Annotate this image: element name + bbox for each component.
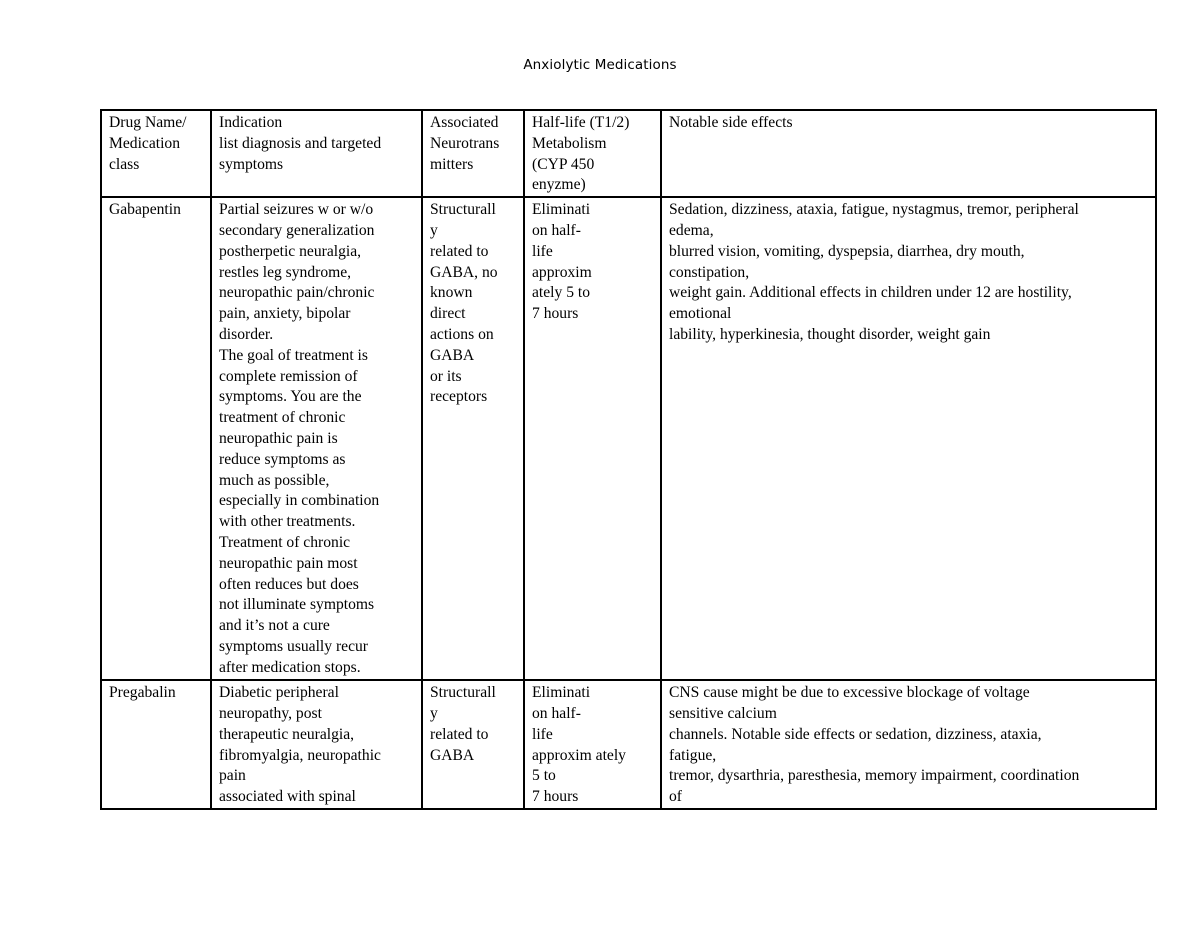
header-side-effects	[661, 110, 1156, 197]
cell-line: symptoms. You are the	[219, 388, 362, 406]
cell-line: of	[669, 788, 682, 806]
cell-line: Neurotrans	[430, 134, 500, 152]
cell-line: ately 5 to	[532, 284, 591, 302]
cell-line: Medication	[109, 134, 181, 152]
header-drug-name	[101, 110, 211, 197]
cell-line: secondary generalization	[219, 221, 375, 239]
cell-line: GABA	[430, 746, 475, 764]
page-title: Anxiolytic Medications	[523, 57, 677, 73]
cell-indication	[211, 680, 422, 809]
cell-line: 5 to	[532, 767, 556, 785]
cell-line: symptoms usually recur	[219, 637, 368, 655]
cell-line: lability, hyperkinesia, thought disorder, weight gain	[669, 325, 991, 343]
cell-line: pain	[219, 767, 246, 785]
cell-line: Treatment of chronic	[219, 533, 351, 551]
cell-line: constipation,	[669, 263, 750, 281]
cell-line: edema,	[669, 221, 714, 239]
cell-line: CNS cause might be due to excessive blockage of voltage	[669, 684, 1030, 702]
cell-line: emotional	[669, 305, 732, 323]
cell-line: channels. Notable side effects or sedation, dizziness, ataxia,	[669, 725, 1042, 743]
cell-line: tremor, dysarthria, paresthesia, memory impairment, coordination	[669, 767, 1080, 785]
cell-line: life	[532, 725, 553, 743]
cell-drug-name	[101, 197, 211, 680]
medication-table	[100, 109, 1157, 810]
cell-line: disorder.	[219, 325, 274, 343]
cell-line: therapeutic neuralgia,	[219, 725, 355, 743]
cell-line: fatigue,	[669, 746, 717, 764]
table-row	[101, 680, 1156, 809]
cell-line: Associated	[430, 114, 499, 131]
cell-line: y	[430, 704, 438, 722]
cell-line: receptors	[430, 388, 488, 406]
cell-line: GABA, no	[430, 263, 498, 281]
cell-line: weight gain. Additional effects in children under 12 are hostility,	[669, 284, 1072, 302]
cell-neurotransmitters	[422, 197, 524, 680]
cell-drug-name	[101, 680, 211, 809]
cell-line: sensitive calcium	[669, 704, 777, 722]
cell-line: complete remission of	[219, 367, 358, 385]
cell-line: actions on	[430, 325, 494, 343]
cell-line: treatment of chronic	[219, 409, 346, 427]
cell-line: mitters	[430, 155, 474, 173]
cell-line: not illuminate symptoms	[219, 596, 375, 614]
cell-line: Diabetic peripheral	[219, 684, 339, 702]
cell-side-effects	[661, 680, 1156, 809]
cell-line: Structurall	[430, 201, 496, 219]
cell-line: neuropathic pain is	[219, 429, 338, 447]
cell-line: GABA	[430, 346, 475, 364]
cell-line: Eliminati	[532, 201, 591, 219]
cell-line: Eliminati	[532, 684, 591, 702]
cell-line: The goal of treatment is	[219, 346, 368, 364]
header-neurotransmitters	[422, 110, 524, 197]
cell-line: on half-	[532, 221, 581, 239]
cell-line: postherpetic neuralgia,	[219, 242, 362, 260]
cell-line: Half-life (T1/2)	[532, 114, 630, 131]
cell-line: Metabolism	[532, 134, 607, 152]
cell-line: enyzme)	[532, 176, 586, 194]
cell-line: class	[109, 155, 140, 173]
cell-line: on half-	[532, 704, 581, 722]
cell-indication	[211, 197, 422, 680]
cell-side-effects	[661, 197, 1156, 680]
cell-line: associated with spinal	[219, 788, 356, 806]
cell-line: Partial seizures w or w/o	[219, 201, 374, 219]
cell-line: approxim	[532, 263, 592, 281]
table-row	[101, 197, 1156, 680]
cell-line: related to	[430, 242, 489, 260]
cell-line: restles leg syndrome,	[219, 263, 352, 281]
cell-line: blurred vision, vomiting, dyspepsia, diarrhea, dry mouth,	[669, 242, 1025, 260]
cell-line: Indication	[219, 114, 283, 131]
cell-line: (CYP 450	[532, 155, 595, 173]
cell-half-life	[524, 680, 661, 809]
cell-line: or its	[430, 367, 462, 385]
cell-line: 7 hours	[532, 305, 579, 323]
cell-line: neuropathic pain most	[219, 554, 358, 572]
cell-half-life	[524, 197, 661, 680]
cell-line: direct	[430, 305, 466, 323]
cell-line: especially in combination	[219, 492, 380, 510]
cell-line: 7 hours	[532, 788, 579, 806]
cell-line: with other treatments.	[219, 513, 356, 531]
cell-line: Pregabalin	[109, 684, 176, 702]
cell-line: and it’s not a cure	[219, 617, 330, 635]
header-indication	[211, 110, 422, 197]
cell-line: related to	[430, 725, 489, 743]
cell-line: approxim ately	[532, 746, 626, 764]
cell-line: Gabapentin	[109, 201, 181, 219]
cell-line: often reduces but does	[219, 575, 359, 593]
cell-line: life	[532, 242, 553, 260]
table-header-row	[101, 110, 1156, 197]
cell-line: much as possible,	[219, 471, 330, 489]
cell-line: symptoms	[219, 155, 284, 173]
cell-line: list diagnosis and targeted	[219, 134, 382, 152]
header-half-life	[524, 110, 661, 197]
cell-line: y	[430, 221, 438, 239]
cell-line: neuropathic pain/chronic	[219, 284, 375, 302]
cell-line: fibromyalgia, neuropathic	[219, 746, 381, 764]
cell-line: pain, anxiety, bipolar	[219, 305, 351, 323]
cell-line: after medication stops.	[219, 658, 361, 676]
cell-line: Notable side effects	[669, 114, 793, 131]
cell-line: Sedation, dizziness, ataxia, fatigue, nystagmus, tremor, peripheral	[669, 201, 1079, 219]
cell-line: Structurall	[430, 684, 496, 702]
cell-line: Drug Name/	[109, 114, 187, 131]
cell-neurotransmitters	[422, 680, 524, 809]
cell-line: known	[430, 284, 473, 302]
cell-line: reduce symptoms as	[219, 450, 346, 468]
cell-line: neuropathy, post	[219, 704, 322, 722]
